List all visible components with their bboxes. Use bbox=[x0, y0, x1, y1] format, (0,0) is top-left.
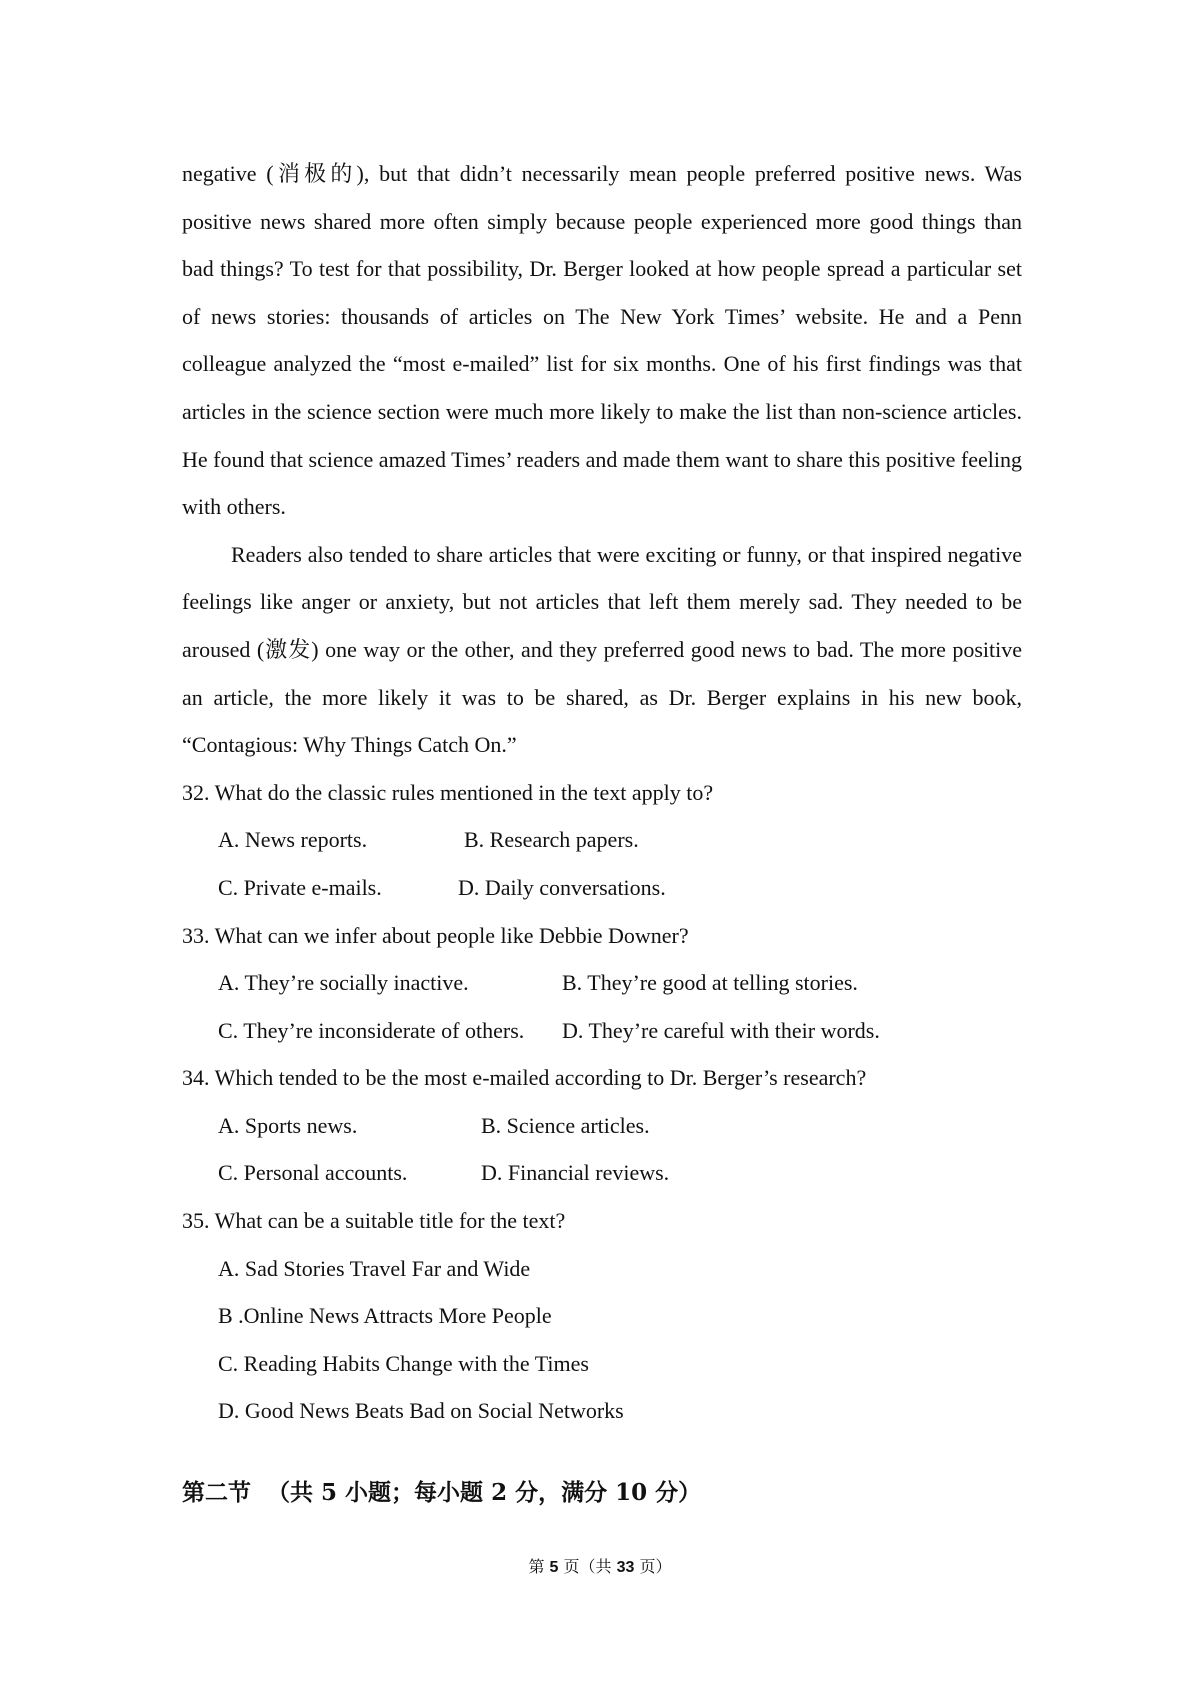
section-desc-3: 分，满分 bbox=[507, 1479, 616, 1506]
question-34-option-a: A. Sports news. bbox=[218, 1112, 358, 1138]
question-35-option-a: A. Sad Stories Travel Far and Wide bbox=[218, 1255, 531, 1281]
question-32-options-row-1 bbox=[182, 816, 1022, 864]
question-34-option-c: C. Personal accounts. bbox=[218, 1160, 408, 1186]
question-32-options-row-2 bbox=[182, 864, 1022, 912]
question-34-options-row-1 bbox=[182, 1102, 1022, 1150]
section-points-each: 2 bbox=[491, 1479, 508, 1506]
question-32-option-b: B. Research papers. bbox=[464, 827, 639, 853]
footer-total-pages: 33 bbox=[616, 1559, 635, 1576]
question-35-option-d: D. Good News Beats Bad on Social Networks bbox=[218, 1398, 624, 1424]
section-label: 第二节 bbox=[182, 1479, 251, 1506]
question-35-option-c: C. Reading Habits Change with the Times bbox=[218, 1350, 589, 1376]
question-33-option-b: B. They’re good at telling stories. bbox=[562, 970, 858, 996]
question-33-options-row-1 bbox=[182, 959, 1022, 1007]
question-34-option-b: B. Science articles. bbox=[481, 1112, 650, 1138]
question-33-option-d: D. They’re careful with their words. bbox=[562, 1017, 880, 1043]
footer-page-number: 5 bbox=[549, 1559, 559, 1576]
section-points-total: 10 bbox=[615, 1479, 648, 1506]
question-33-option-a: A. They’re socially inactive. bbox=[218, 970, 469, 996]
question-32-option-c: C. Private e-mails. bbox=[218, 874, 382, 900]
question-34-stem: 34. Which tended to be the most e-mailed according to Dr. Berger’s research? bbox=[182, 1065, 867, 1091]
section-desc-2: 小题；每小题 bbox=[337, 1479, 492, 1506]
question-33-option-c: C. They’re inconsiderate of others. bbox=[218, 1017, 525, 1043]
question-35-stem: 35. What can be a suitable title for the text? bbox=[182, 1208, 566, 1234]
question-33-options-row-2 bbox=[182, 1007, 1022, 1055]
question-34-option-d: D. Financial reviews. bbox=[481, 1160, 670, 1186]
footer-middle: 页（共 bbox=[558, 1557, 617, 1576]
section-desc-4: 分） bbox=[647, 1479, 702, 1506]
page-content bbox=[182, 150, 1022, 1435]
section-question-count: 5 bbox=[321, 1479, 338, 1506]
question-35-option-b: B .Online News Attracts More People bbox=[218, 1303, 552, 1329]
footer-prefix: 第 bbox=[528, 1557, 550, 1576]
question-33-stem: 33. What can we infer about people like Debbie Downer? bbox=[182, 922, 689, 948]
passage-paragraph-1: negative (消极的), but that didn’t necessarily mean people preferred positive news. Was positive news shared more often simply because people experienced more good things than bad things? To test for that possibility, Dr. Berger looked at how people spread a particular set of news stories: thousands of articles on The New York Times’ website. He and a Penn colleague analyzed the “most e-mailed” list for six months. One of his first findings was that articles in the science section were much more likely to make the list than non-science articles. He found that science amazed Times’ readers and made them want to share this positive feeling with others. bbox=[182, 161, 1022, 520]
page-footer bbox=[0, 1554, 1200, 1577]
question-34-options-row-2 bbox=[182, 1149, 1022, 1197]
passage-paragraph-2: Readers also tended to share articles that were exciting or funny, or that inspired negative feelings like anger or anxiety, but not articles that left them merely sad. They needed to be aroused (激发) one way or the other, and they preferred good news to bad. The more positive an article, the more likely it was to be shared, as Dr. Berger explains in his new book, “Contagious: Why Things Catch On.” bbox=[182, 541, 1022, 758]
footer-suffix: 页） bbox=[634, 1557, 672, 1576]
question-32-stem: 32. What do the classic rules mentioned in the text apply to? bbox=[182, 779, 714, 805]
question-32-option-d: D. Daily conversations. bbox=[458, 874, 666, 900]
section-desc-1: （共 bbox=[267, 1479, 322, 1506]
section-heading bbox=[182, 1474, 701, 1507]
question-32-option-a: A. News reports. bbox=[218, 827, 368, 853]
